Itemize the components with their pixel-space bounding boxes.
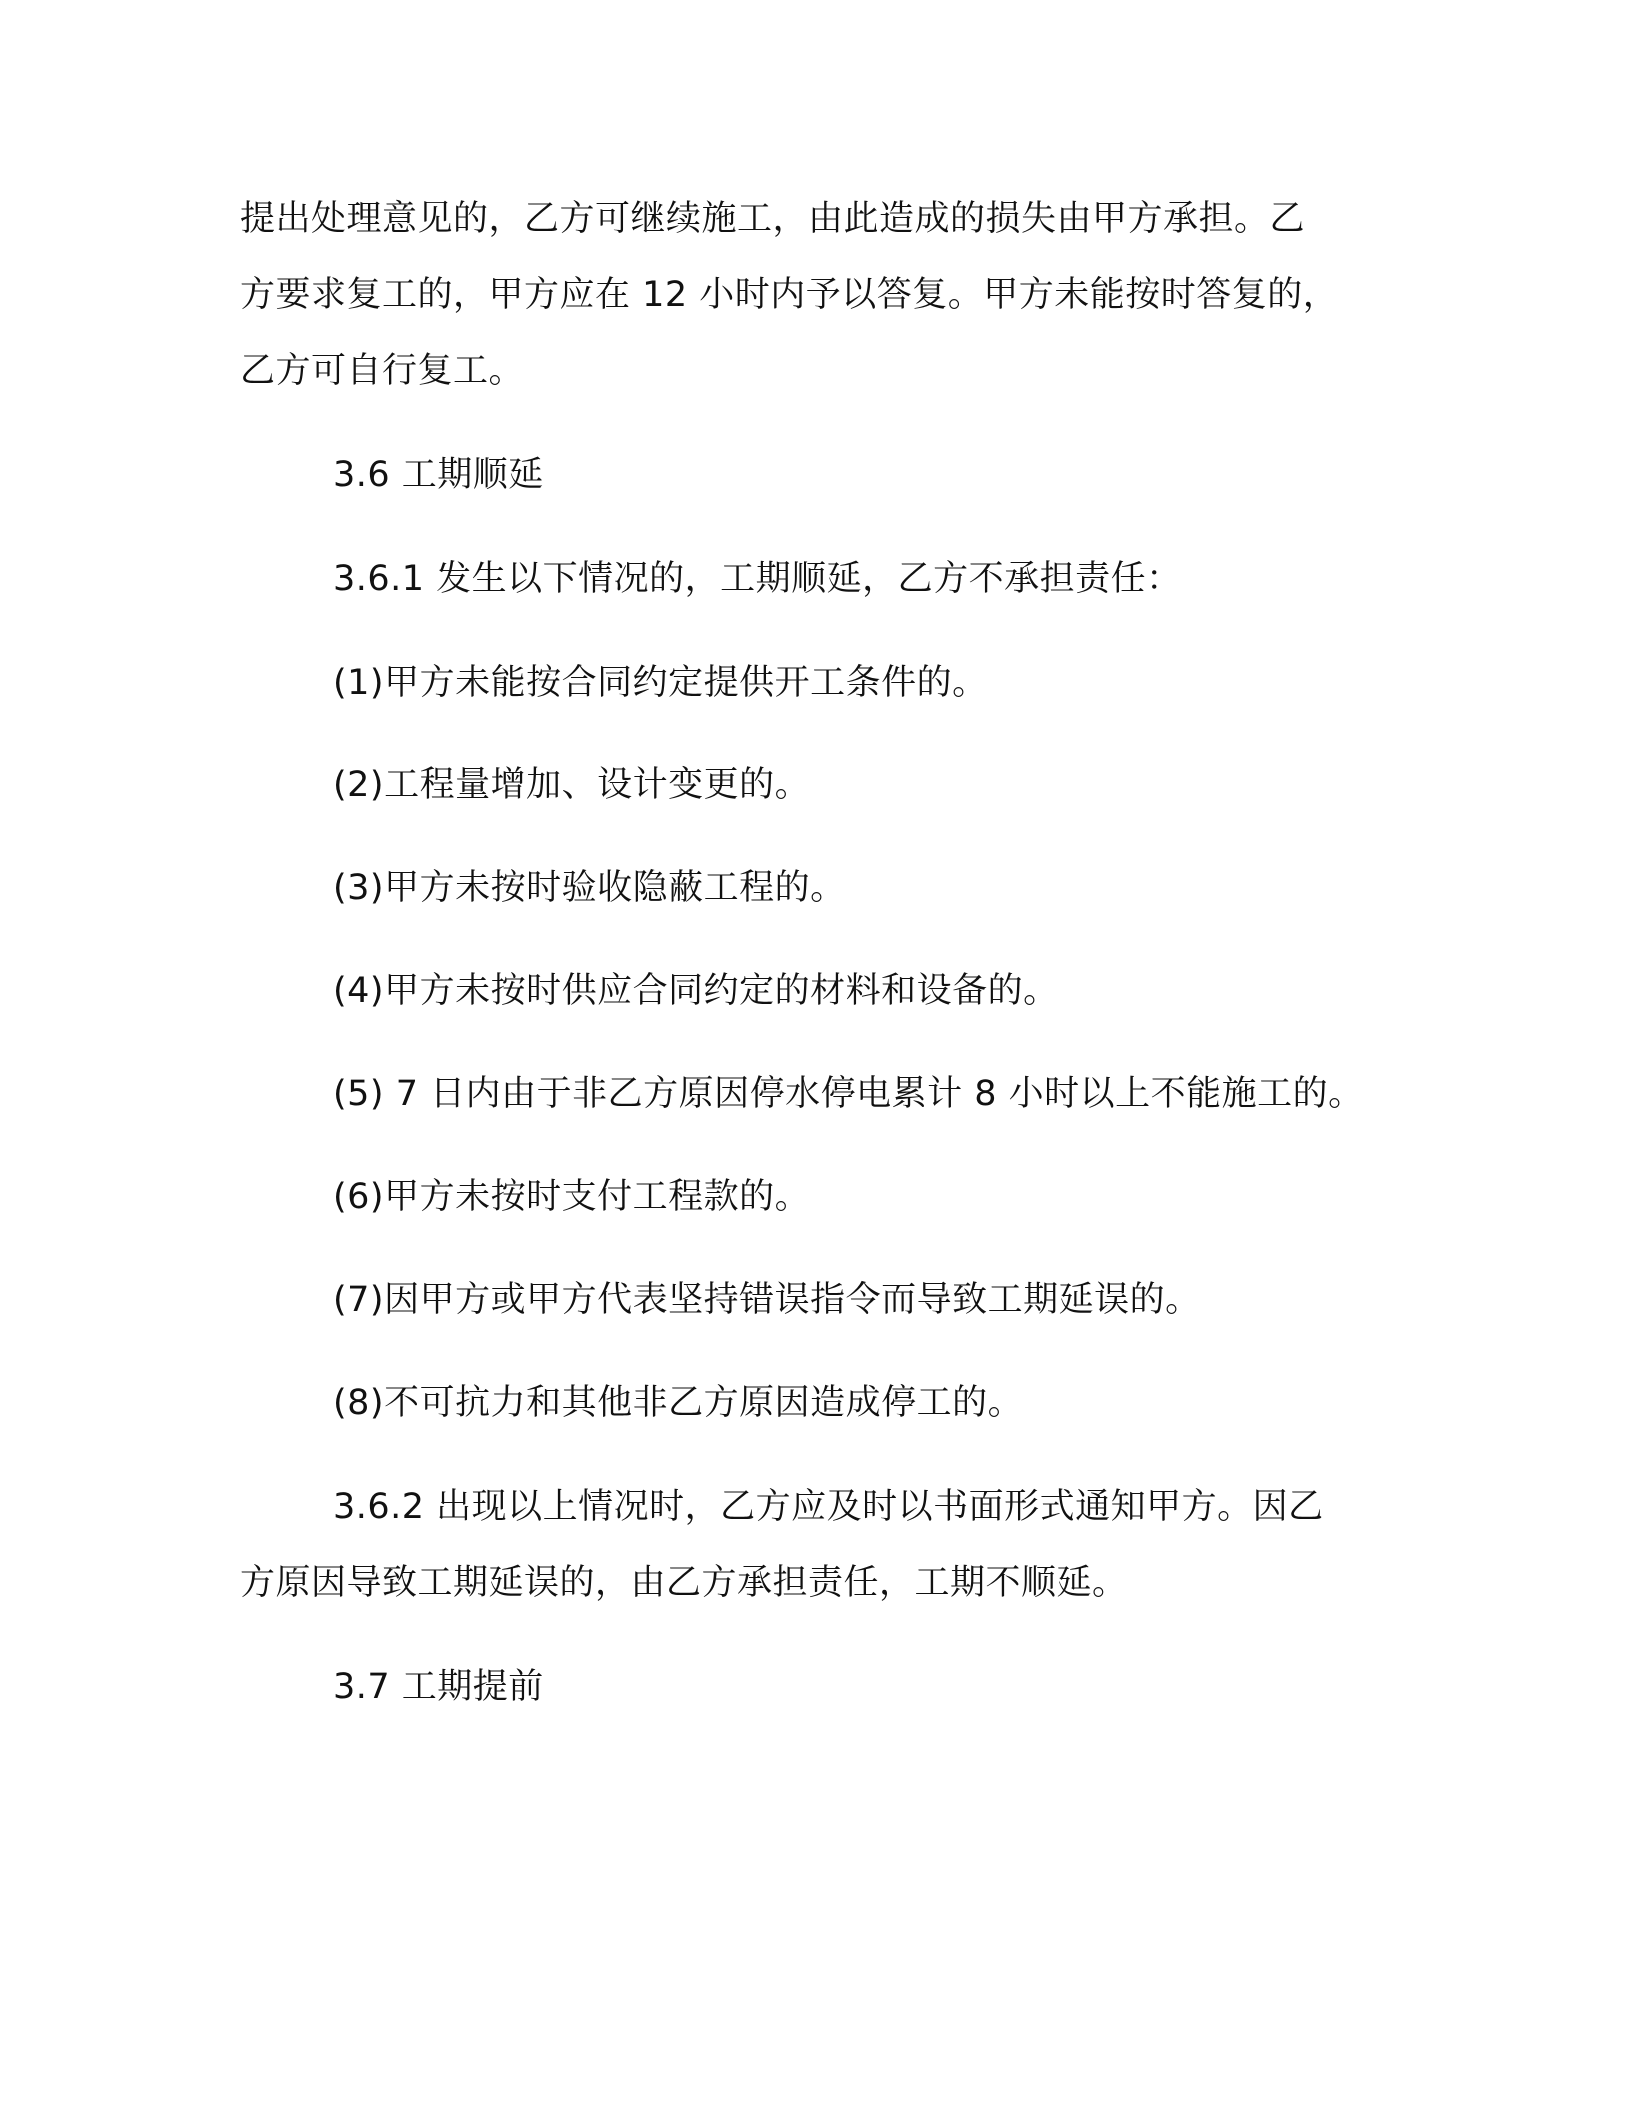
clause-3-6-1: 3.6.1 发生以下情况的，工期顺延，乙方不承担责任： <box>333 559 1182 599</box>
clause-3-6-2-line: 3.6.2 出现以上情况时，乙方应及时以书面形式通知甲方。因乙 <box>333 1487 1324 1527</box>
list-item: (8)不可抗力和其他非乙方原因造成停工的。 <box>333 1383 1024 1423</box>
list-item: (7)因甲方或甲方代表坚持错误指令而导致工期延误的。 <box>333 1280 1201 1320</box>
list-item: (3)甲方未按时验收隐蔽工程的。 <box>333 868 846 908</box>
section-heading-3-6: 3.6 工期顺延 <box>333 455 544 495</box>
list-item: (1)甲方未能按合同约定提供开工条件的。 <box>333 663 988 703</box>
list-item: (5) 7 日内由于非乙方原因停水停电累计 8 小时以上不能施工的。 <box>333 1074 1364 1114</box>
list-item: (6)甲方未按时支付工程款的。 <box>333 1177 811 1217</box>
paragraph-line: 乙方可自行复工。 <box>240 351 525 391</box>
section-heading-3-7: 3.7 工期提前 <box>333 1667 544 1707</box>
paragraph-line: 提出处理意见的，乙方可继续施工，由此造成的损失由甲方承担。乙 <box>240 199 1306 239</box>
clause-3-6-2-line: 方原因导致工期延误的，由乙方承担责任，工期不顺延。 <box>240 1563 1128 1603</box>
list-item: (4)甲方未按时供应合同约定的材料和设备的。 <box>333 971 1059 1011</box>
paragraph-line: 方要求复工的，甲方应在 12 小时内予以答复。甲方未能按时答复的， <box>240 275 1339 315</box>
list-item: (2)工程量增加、设计变更的。 <box>333 765 811 805</box>
